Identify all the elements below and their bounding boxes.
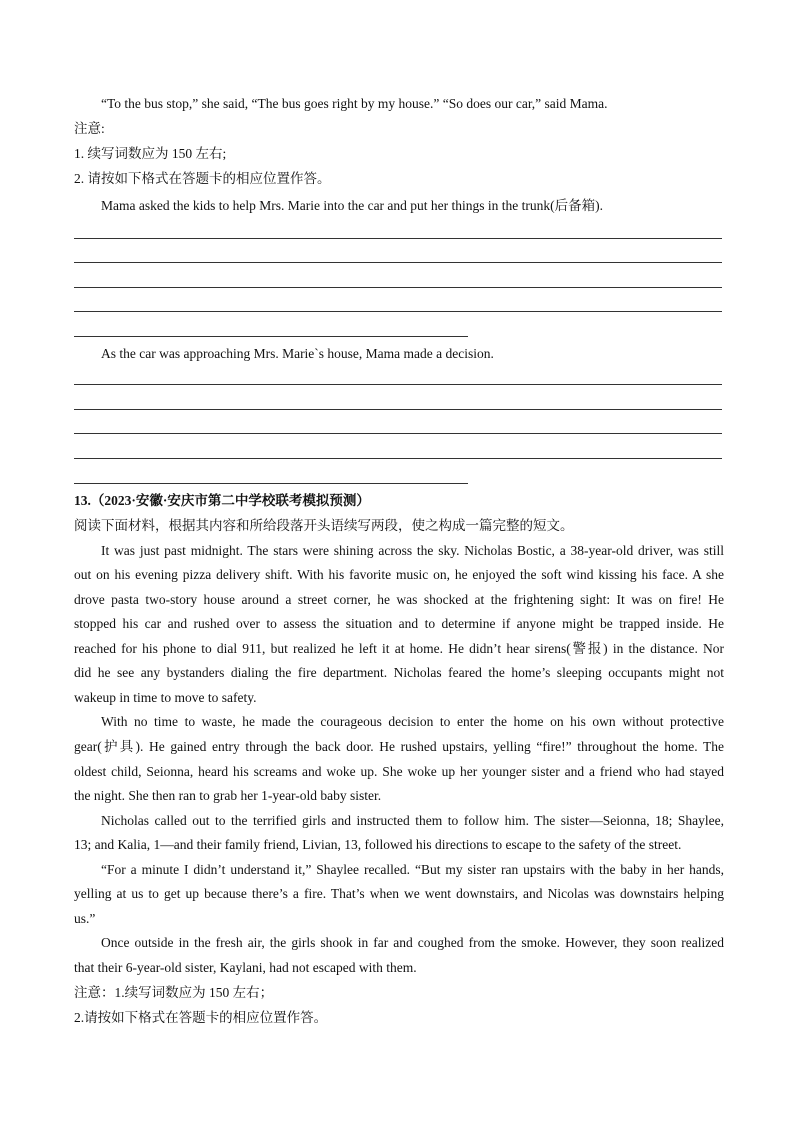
answer-line — [74, 311, 722, 312]
question-instruction: 阅读下面材料，根据其内容和所给段落开头语续写两段，使之构成一篇完整的短文。 — [74, 518, 574, 533]
passage-line: Nicholas called out to the terrified girls and instructed them to follow him. The sister—Seionna, 18; Shaylee, — [101, 813, 724, 828]
note-word-count-13: 注意：1.续写词数应为 150 左右； — [74, 985, 274, 1000]
note-format-13: 2.请按如下格式在答题卡的相应位置作答。 — [74, 1010, 328, 1025]
paragraph2-opening: As the car was approaching Mrs. Marie`s house, Mama made a decision. — [101, 346, 494, 361]
answer-line — [74, 336, 468, 337]
note-word-count: 1. 续写词数应为 150 左右; — [74, 146, 227, 161]
note-format: 2. 请按如下格式在答题卡的相应位置作答。 — [74, 171, 331, 186]
answer-line — [74, 433, 722, 434]
answer-line — [74, 384, 722, 385]
answer-line — [74, 262, 722, 263]
passage-line: drove pasta two-story house around a street corner, he was shocked at the frightening sight: It was on fire! He — [74, 592, 724, 607]
answer-line — [74, 458, 722, 459]
passage-line: stopped his car and rushed over to assess the situation and to determine if anyone might be trapped inside. He — [74, 616, 724, 631]
note-label: 注意: — [74, 121, 105, 136]
passage-line: wakeup in time to move to safety. — [74, 690, 257, 705]
answer-line — [74, 409, 722, 410]
passage-line: “For a minute I didn’t understand it,” Shaylee recalled. “But my sister ran upstairs with the baby in her hands, — [101, 862, 724, 877]
passage-line: did he see any bystanders dialing the fire department. Nicholas feared the home’s sleeping occupants might not — [74, 665, 724, 680]
passage-line: us.” — [74, 911, 96, 926]
passage-line: gear(护具). He gained entry through the back door. He rushed upstairs, yelling “fire!” throughout the home. The — [74, 739, 724, 754]
question-title: 13.（2023·安徽·安庆市第二中学校联考模拟预测） — [74, 493, 370, 508]
paragraph1-opening: Mama asked the kids to help Mrs. Marie into the car and put her things in the trunk(后备箱). — [101, 198, 604, 213]
passage-line: It was just past midnight. The stars were shining across the sky. Nicholas Bostic, a 38-year-old driver, was still — [101, 543, 724, 558]
answer-line — [74, 483, 468, 484]
passage-line: that their 6-year-old sister, Kaylani, had not escaped with them. — [74, 960, 417, 975]
passage-line: 13; and Kalia, 1—and their family friend, Livian, 13, followed his directions to escape to the safety of the street. — [74, 837, 682, 852]
answer-line — [74, 238, 722, 239]
passage-line: reached for his phone to dial 911, but realized he left it at home. He didn’t hear sirens(警报) in the distance. Nor — [74, 641, 724, 656]
passage-line: out on his evening pizza delivery shift. With his favorite music on, he enjoyed the soft wind kissing his face. A she — [74, 567, 724, 582]
passage-line: With no time to waste, he made the courageous decision to enter the home on his own without protective — [101, 714, 724, 729]
passage-line: oldest child, Seionna, heard his screams and woke up. She woke up her younger sister and a friend who had stayed — [74, 764, 724, 779]
dialogue-line: “To the bus stop,” she said, “The bus goes right by my house.” “So does our car,” said Mama. — [101, 96, 608, 111]
answer-line — [74, 287, 722, 288]
passage-line: Once outside in the fresh air, the girls shook in far and coughed from the smoke. However, they soon realized — [101, 935, 724, 950]
passage-line: yelling at us to get up because there’s a fire. That’s when we went downstairs, and Nicolas was downstairs helping — [74, 886, 724, 901]
passage-line: the night. She then ran to grab her 1-year-old baby sister. — [74, 788, 382, 803]
